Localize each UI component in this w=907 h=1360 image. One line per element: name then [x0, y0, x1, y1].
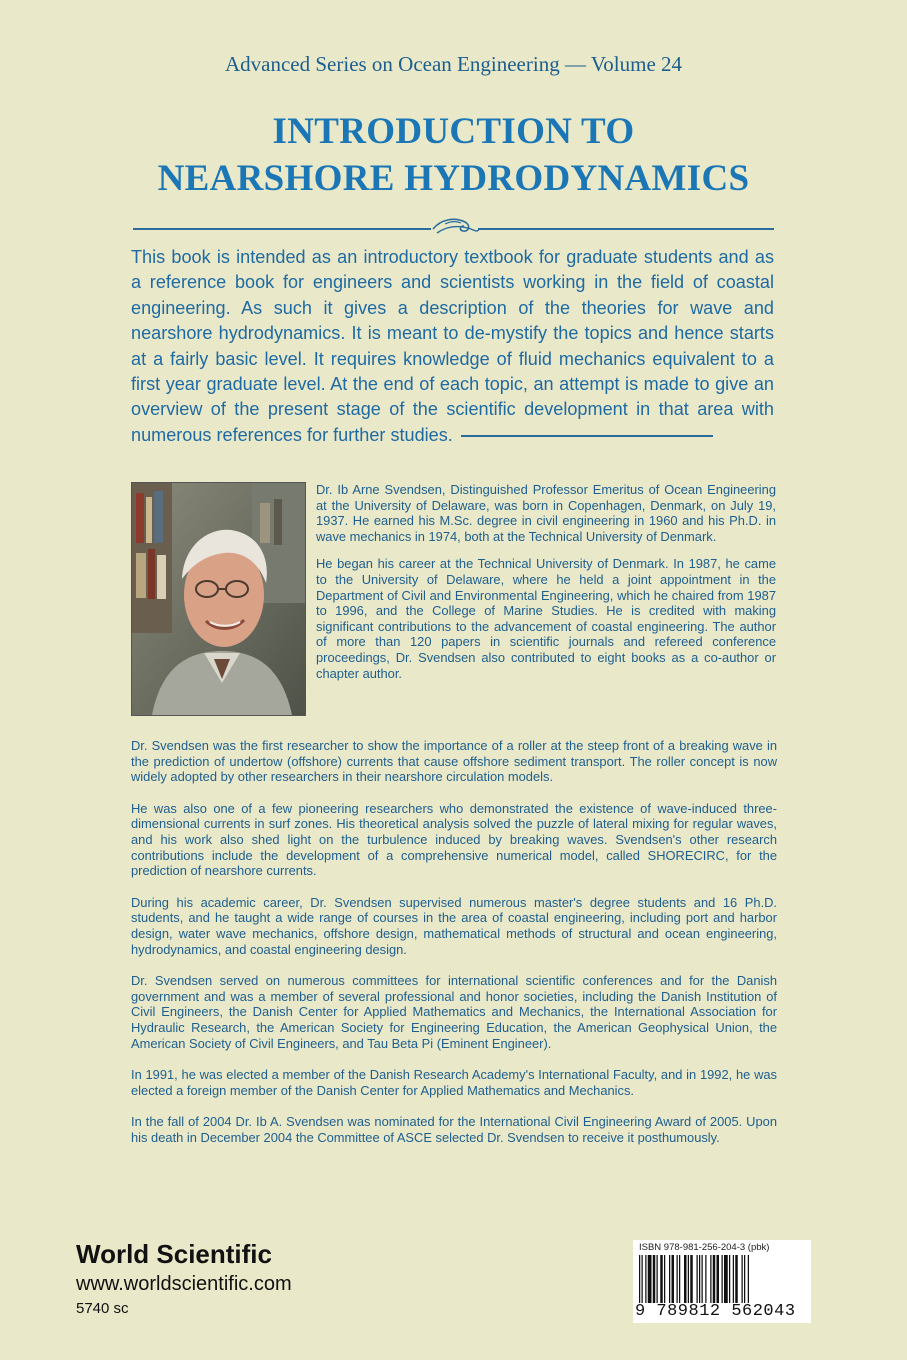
publisher-block [76, 1238, 292, 1320]
intro-paragraph [131, 245, 774, 448]
barcode-bar [653, 1255, 656, 1303]
bio-paragraph-2: He began his career at the Technical University of Denmark. In 1987, he came to the University of Delaware, where he held a joint appointment in the Department of Civil and Environmental Engineering, which he chaired from 1987 to 1996, and the College of Marine Studies. He is credited with making significant contributions to the advancement of coastal engineering. The author of more than 120 papers in scientific journals and refereed conference proceedings, Dr. Svendsen also contributed to eight books as a co-author or chapter author. [316, 556, 776, 681]
barcode-bar [702, 1255, 703, 1303]
barcode-bar [733, 1255, 734, 1303]
barcode-bar [690, 1255, 693, 1303]
barcode-bar [744, 1255, 745, 1303]
wave-ornament-divider [133, 212, 774, 242]
barcode-bar [735, 1255, 738, 1303]
bio-full-width [131, 738, 777, 1161]
barcode-digits: 9 789812 562043 [635, 1302, 796, 1321]
publisher-name: World Scientific [76, 1239, 272, 1269]
barcode-bar [642, 1255, 643, 1303]
barcode-bar [742, 1255, 743, 1303]
bio-paragraph-8: In the fall of 2004 Dr. Ib A. Svendsen was nominated for the International Civil Engineering Award of 2005. Upon his death in December 2004 the Committee of ASCE selected Dr. Svendsen to receive it posthumously. [131, 1114, 777, 1145]
barcode-bar [648, 1255, 652, 1303]
bio-column [316, 482, 776, 693]
bio-paragraph-4: He was also one of a few pioneering researchers who demonstrated the existence of wave-induced three-dimensional currents in surf zones. His theoretical analysis solved the puzzle of lateral mixing for regular waves, and his work also shed light on the turbulence induced by breaking waves. Svendsen's other research contributions include the development of a comprehensive numerical model, called SHORECIRC, for the prediction of nearshore currents. [131, 800, 777, 879]
barcode-bar [699, 1255, 700, 1303]
barcode-bar [639, 1255, 640, 1303]
intro-end-rule [461, 435, 713, 437]
series-line: Advanced Series on Ocean Engineering — Volume 24 [224, 52, 683, 76]
bio-paragraph-1: Dr. Ib Arne Svendsen, Distinguished Professor Emeritus of Ocean Engineering at the University of Delaware, was born in Copenhagen, Denmark, on July 19, 1937. He earned his M.Sc. degree in civil engineering in 1960 and his Ph.D. in wave mechanics in 1974, both at the Technical University of Denmark. [316, 482, 776, 544]
barcode-bar [684, 1255, 687, 1303]
bio-paragraph-3: Dr. Svendsen was the first researcher to show the importance of a roller at the steep front of a breaking wave in the prediction of undertow (offshore) currents that cause offshore sediment transport. The roller concept is now widely adopted by other researchers in their nearshore circulation models. [131, 738, 777, 785]
barcode-bar [677, 1255, 678, 1303]
title-line-2: NEARSHORE HYDRODYNAMICS [157, 158, 750, 199]
publisher-url: www.worldscientific.com [76, 1273, 292, 1295]
barcode-bar [717, 1255, 720, 1303]
barcode-bar [748, 1255, 749, 1303]
barcode-bar [710, 1255, 711, 1303]
barcode-bar [645, 1255, 646, 1303]
bio-paragraph-6: Dr. Svendsen served on numerous committees for international scientific conferences and for the Danish government and was a member of several professional and honor societies, including the Danish Institution of Civil Engineers, the Danish Center for Applied Mathematics and Mechanics, the International Association for Hydraulic Research, the American Society for Engineering Education, the American Geophysical Union, the American Society of Civil Engineers, and Tau Beta Pi (Eminent Engineer). [131, 973, 777, 1051]
isbn-label: ISBN 978-981-256-204-3 (pbk) [639, 1242, 770, 1253]
barcode-bar [657, 1255, 658, 1303]
barcode-bar [669, 1255, 670, 1303]
barcode-bar [679, 1255, 680, 1303]
barcode-bar [724, 1255, 728, 1303]
title-line-1: INTRODUCTION TO [272, 111, 635, 152]
barcode-bar [705, 1255, 706, 1303]
barcode-bars [637, 1255, 807, 1303]
intro-text: This book is intended as an introductory textbook for graduate students and as a reference book for engineers and scientists working in the field of coastal engineering. As such it gives a description of the theories for wave and nearshore hydrodynamics. It is meant to de-mystify the topics and hence starts at a fairly basic level. It requires knowledge of fluid mechanics equivalent to a first year graduate level. At the end of each topic, an attempt is made to give an overview of the present stage of the scientific development in that area with numerous references for further studies. [131, 247, 774, 445]
barcode-bar [713, 1255, 716, 1303]
isbn-barcode [633, 1240, 811, 1323]
barcode-bar [697, 1255, 698, 1303]
barcode-bar [729, 1255, 730, 1303]
author-photo [131, 482, 306, 716]
bio-paragraph-7: In 1991, he was elected a member of the Danish Research Academy's International Faculty, and in 1992, he was elected a foreign member of the Danish Center for Applied Mathematics and Mechanics. [131, 1067, 777, 1098]
barcode-bar [672, 1255, 675, 1303]
bio-paragraph-5: During his academic career, Dr. Svendsen supervised numerous master's degree students and 16 Ph.D. students, and he taught a wide range of courses in the area of coastal engineering, including port and harbor design, water wave mechanics, offshore design, mathematical methods of structural and ocean engineering, hydrodynamics, and coastal engineering design. [131, 894, 777, 957]
publisher-code: 5740 sc [76, 1300, 129, 1317]
barcode-bar [664, 1255, 665, 1303]
book-title [0, 108, 907, 202]
barcode-bar [688, 1255, 689, 1303]
barcode-bar [660, 1255, 663, 1303]
barcode-bar [722, 1255, 723, 1303]
